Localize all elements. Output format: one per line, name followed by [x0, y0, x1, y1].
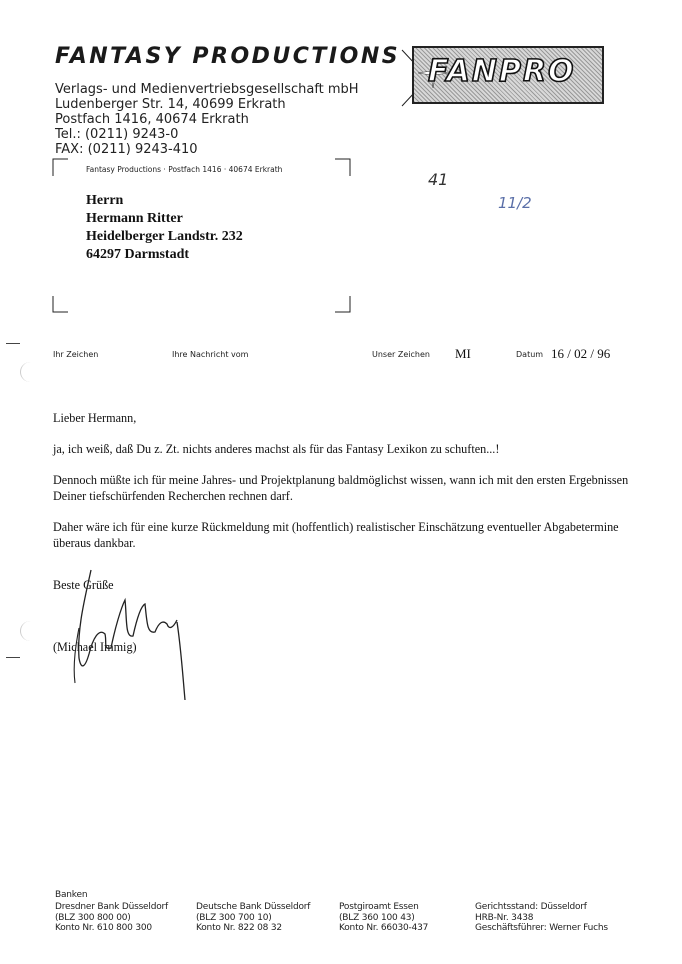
- footer-line: Konto Nr. 66030-437: [339, 923, 429, 933]
- ref-label-ihr-zeichen: Ihr Zeichen: [53, 350, 99, 359]
- company-brand: FANTASY PRODUCTIONS: [55, 44, 401, 69]
- salutation: Lieber Hermann,: [53, 411, 137, 425]
- footer-line: Konto Nr. 822 08 32: [196, 923, 282, 933]
- fold-mark: [6, 657, 20, 658]
- footer-line: Postgiroamt Essen: [339, 902, 419, 912]
- recipient-line: Herrn: [86, 193, 124, 208]
- footer-line: (BLZ 360 100 43): [339, 912, 415, 923]
- handwritten-note: 41: [428, 170, 449, 189]
- company-line: Ludenberger Str. 14, 40699 Erkrath: [55, 97, 286, 112]
- footer-line: (BLZ 300 700 10): [196, 912, 272, 923]
- recipient-line: Heidelberger Landstr. 232: [86, 229, 243, 244]
- company-line: FAX: (0211) 9243-410: [55, 142, 198, 157]
- footer-line: HRB-Nr. 3438: [475, 912, 534, 923]
- punch-hole-shadow: [20, 621, 41, 641]
- recipient-line: 64297 Darmstadt: [86, 247, 190, 262]
- paragraph: ja, ich weiß, daß Du z. Zt. nichts anderes machst als für das Fantasy Lexikon zu schuften...!: [53, 442, 500, 456]
- logo-text: FANPRO: [428, 54, 576, 89]
- footer-column: [55, 902, 168, 934]
- company-line: Verlags- und Medienvertriebsgesellschaft mbH: [55, 82, 359, 97]
- fanpro-logo: [412, 46, 604, 104]
- recipient-address: [86, 192, 243, 264]
- footer-column: [339, 902, 428, 934]
- footer-bank-title: Banken: [55, 890, 88, 900]
- recipient-line: Hermann Ritter: [86, 211, 183, 226]
- ref-value-unser-zeichen: MI: [455, 346, 471, 361]
- ref-label-ihre-nachricht: Ihre Nachricht vom: [172, 350, 249, 359]
- footer-line: Konto Nr. 610 800 300: [55, 923, 152, 933]
- sender-return-line: Fantasy Productions · Postfach 1416 · 40674 Erkrath: [86, 165, 283, 174]
- footer-line: Dresdner Bank Düsseldorf: [55, 902, 168, 912]
- signature: [55, 558, 195, 708]
- footer-column: [196, 902, 310, 934]
- handwritten-note: 11/2: [498, 194, 532, 212]
- letter-body: [53, 410, 643, 551]
- footer-column: [475, 902, 608, 934]
- footer-line: Geschäftsführer: Werner Fuchs: [475, 923, 608, 933]
- paragraph: Dennoch müßte ich für meine Jahres- und Projektplanung baldmöglichst wissen, wann ich mit den ersten Ergebnissen Deiner tiefschürfenden Recherchen rechnen darf.: [53, 473, 629, 503]
- company-line: Tel.: (0211) 9243-0: [55, 127, 179, 142]
- fold-mark: [6, 343, 20, 344]
- footer-line: Deutsche Bank Düsseldorf: [196, 902, 311, 912]
- ref-label-datum: Datum: [516, 350, 544, 359]
- paragraph: Daher wäre ich für eine kurze Rückmeldung mit (hoffentlich) realistischer Einschätzung eventueller Abgabetermine überaus dankbar.: [53, 520, 619, 550]
- company-address: [55, 82, 359, 157]
- ref-value-datum: 16 / 02 / 96: [551, 346, 611, 361]
- footer-line: Gerichtsstand: Düsseldorf: [475, 902, 587, 912]
- closing: Beste Grüße: [53, 578, 114, 592]
- punch-hole-shadow: [20, 362, 41, 382]
- ref-label-unser-zeichen: Unser Zeichen: [372, 350, 430, 359]
- footer-line: (BLZ 300 800 00): [55, 912, 131, 923]
- signatory: (Michael Immig): [53, 640, 137, 654]
- company-line: Postfach 1416, 40674 Erkrath: [55, 112, 249, 127]
